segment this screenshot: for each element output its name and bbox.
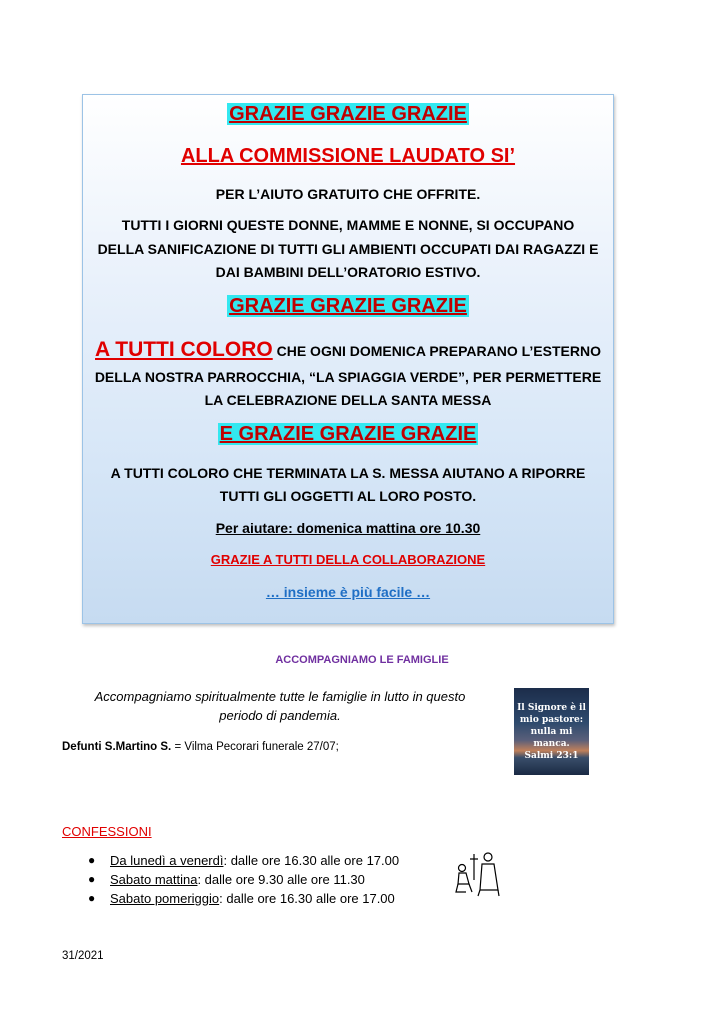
confessioni-list (88, 853, 399, 910)
grazie-heading-2: GRAZIE GRAZIE GRAZIE (229, 295, 467, 317)
bullet-icon: ● (88, 872, 96, 886)
list-item: ● Sabato mattina: dalle ore 9.30 alle ore 11.30 (88, 872, 365, 887)
bullet-icon: ● (88, 891, 96, 905)
issue-number: 31/2021 (62, 950, 104, 962)
paragraph-2-line-1: A TUTTI COLORO CHE OGNI DOMENICA PREPARANO L’ESTERNO (95, 338, 601, 361)
per-aiutare: Per aiutare: domenica mattina ore 10.30 (215, 520, 481, 536)
confession-icon (452, 850, 502, 898)
paragraph-1-line-1: TUTTI I GIORNI QUESTE DONNE, MAMME E NONNE, SI OCCUPANO (121, 217, 575, 233)
bullet-icon: ● (88, 853, 96, 867)
confessioni-title: CONFESSIONI (62, 824, 152, 839)
paragraph-1-line-2: DELLA SANIFICAZIONE DI TUTTI GLI AMBIENTI OCCUPATI DAI RAGAZZI E (97, 241, 599, 257)
paragraph-3-line-1: A TUTTI COLORO CHE TERMINATA LA S. MESSA AIUTANO A RIPORRE (110, 465, 586, 481)
paragraph-2-line-3: LA CELEBRAZIONE DELLA SANTA MESSA (204, 392, 492, 408)
grazie-heading-3: E GRAZIE GRAZIE GRAZIE (219, 423, 477, 445)
list-item: ● Sabato pomeriggio: dalle ore 16.30 alle ore 17.00 (88, 891, 395, 906)
grazie-collaborazione: GRAZIE A TUTTI DELLA COLLABORAZIONE (210, 552, 486, 567)
paragraph-2-line-2: DELLA NOSTRA PARROCCHIA, “LA SPIAGGIA VERDE”, PER PERMETTERE (94, 369, 602, 385)
list-item: ● Da lunedì a venerdì: dalle ore 16.30 alle ore 17.00 (88, 853, 400, 868)
famiglie-title: ACCOMPAGNIAMO LE FAMIGLIE (275, 654, 449, 666)
paragraph-1-line-3: DAI BAMBINI DELL’ORATORIO ESTIVO. (215, 264, 481, 280)
paragraph-3-line-2: TUTTI GLI OGGETTI AL LORO POSTO. (219, 488, 477, 504)
aiuto-line: PER L’AIUTO GRATUITO CHE OFFRITE. (215, 186, 481, 202)
commissione-heading: ALLA COMMISSIONE LAUDATO SI’ (180, 145, 516, 167)
insieme-link[interactable]: … insieme è più facile … (265, 584, 431, 600)
thanks-box (82, 94, 614, 624)
psalm-image: Il Signore è il mio pastore: nulla mi manca. Salmi 23:1 (514, 688, 589, 775)
grazie-heading-1: GRAZIE GRAZIE GRAZIE (229, 103, 467, 125)
famiglie-text: Accompagniamo spiritualmente tutte le famiglie in lutto in questo periodo di pandemia. (94, 689, 466, 723)
a-tutti-coloro: A TUTTI COLORO (95, 338, 273, 361)
defunti-line: Defunti S.Martino S. = Vilma Pecorari funerale 27/07; (62, 741, 339, 753)
